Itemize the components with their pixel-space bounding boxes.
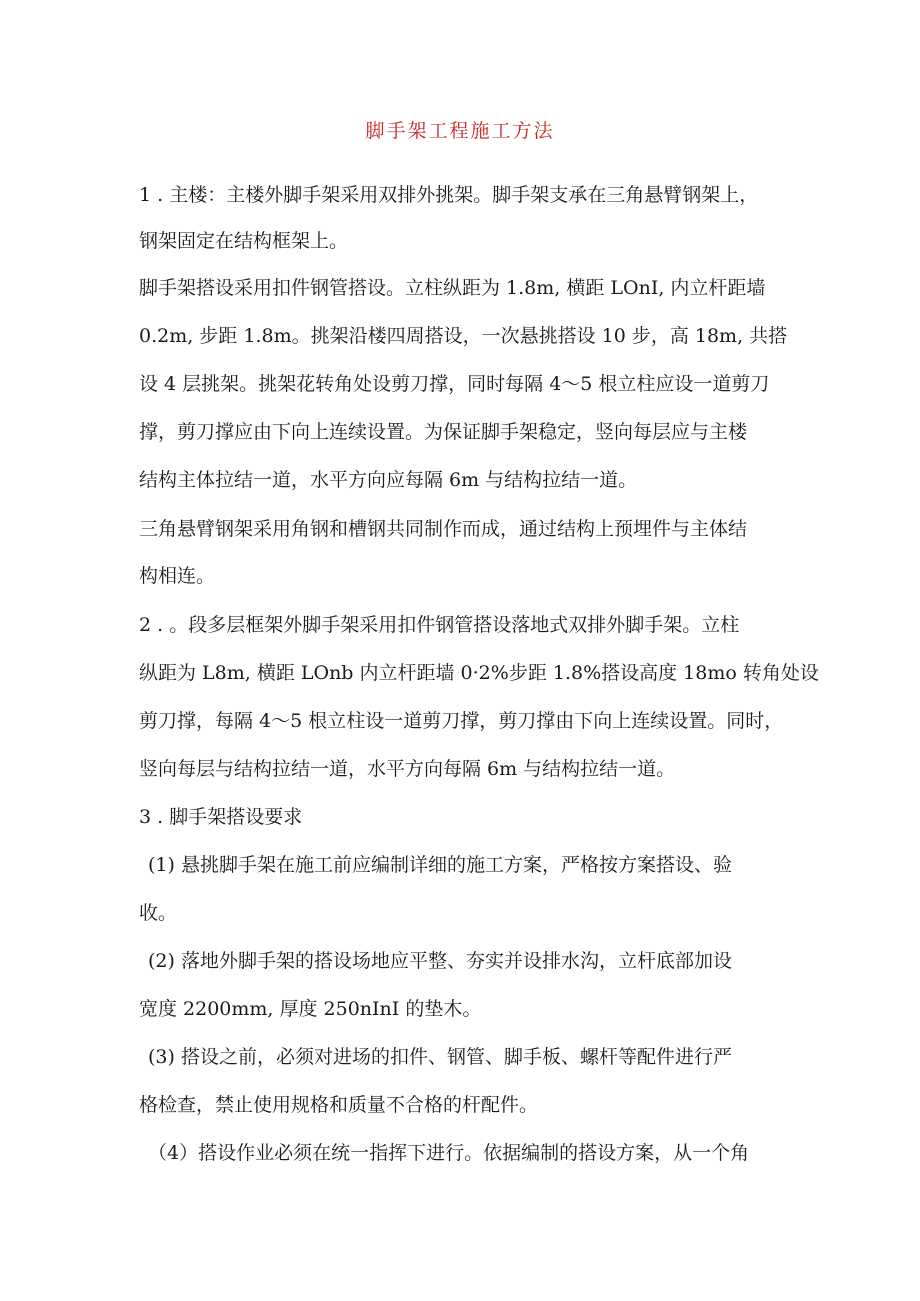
- text-line: 钢架固定在结构框架上。: [139, 230, 349, 252]
- text-line: 脚手架搭设采用扣件钢管搭设。立柱纵距为 1.8m, 横距 LOnI, 内立杆距墙: [139, 277, 766, 299]
- text-line: 撑，剪刀撑应由下向上连续设置。为保证脚手架稳定，竖向每层应与主楼: [139, 421, 748, 443]
- text-line: 0.2m, 步距 1.8m。挑架沿楼四周搭设，一次悬挑搭设 10 步，高 18m, 共搭: [139, 325, 788, 347]
- text-line: 格检查，禁止使用规格和质量不合格的杆配件。: [139, 1094, 539, 1116]
- text-line: 构相连。: [139, 565, 216, 587]
- text-line: 纵距为 L8m, 横距 LOnb 内立杆距墙 0·2%步距 1.8%搭设高度 18mo 转角处设: [139, 662, 819, 684]
- text-line: 宽度 2200mm, 厚度 250nInI 的垫木。: [139, 998, 482, 1020]
- text-line: 三角悬臂钢架采用角钢和槽钢共同制作而成，通过结构上预埋件与主体结: [139, 518, 748, 540]
- text-line: 3 . 脚手架搭设要求: [139, 806, 303, 828]
- text-line: （4）搭设作业必须在统一指挥下进行。依据编制的搭设方案，从一个角: [148, 1142, 750, 1164]
- text-line: 设 4 层挑架。挑架花转角处设剪刀撑，同时每隔 4～5 根立柱应设一道剪刀: [139, 373, 770, 395]
- text-line: 2 . 。段多层框架外脚手架采用扣件钢管搭设落地式双排外脚手架。立柱: [139, 614, 740, 636]
- text-line: (2) 落地外脚手架的搭设场地应平整、夯实并设排水沟，立杆底部加设: [148, 950, 732, 972]
- text-line: (1) 悬挑脚手架在施工前应编制详细的施工方案，严格按方案搭设、验: [148, 854, 732, 876]
- text-line: 收。: [139, 902, 178, 924]
- text-line: (3) 搭设之前，必须对进场的扣件、钢管、脚手板、螺杆等配件进行严: [148, 1046, 732, 1068]
- text-line: 竖向每层与结构拉结一道，水平方向每隔 6m 与结构拉结一道。: [139, 758, 676, 780]
- text-line: 结构主体拉结一道，水平方向应每隔 6m 与结构拉结一道。: [139, 469, 638, 491]
- text-line: 1 . 主楼：主楼外脚手架采用双排外挑架。脚手架支承在三角悬臂钢架上，: [139, 184, 759, 206]
- text-line: 剪刀撑，每隔 4～5 根立柱设一道剪刀撑，剪刀撑由下向上连续设置。同时，: [139, 710, 784, 732]
- page-title: 脚手架工程施工方法: [365, 120, 555, 142]
